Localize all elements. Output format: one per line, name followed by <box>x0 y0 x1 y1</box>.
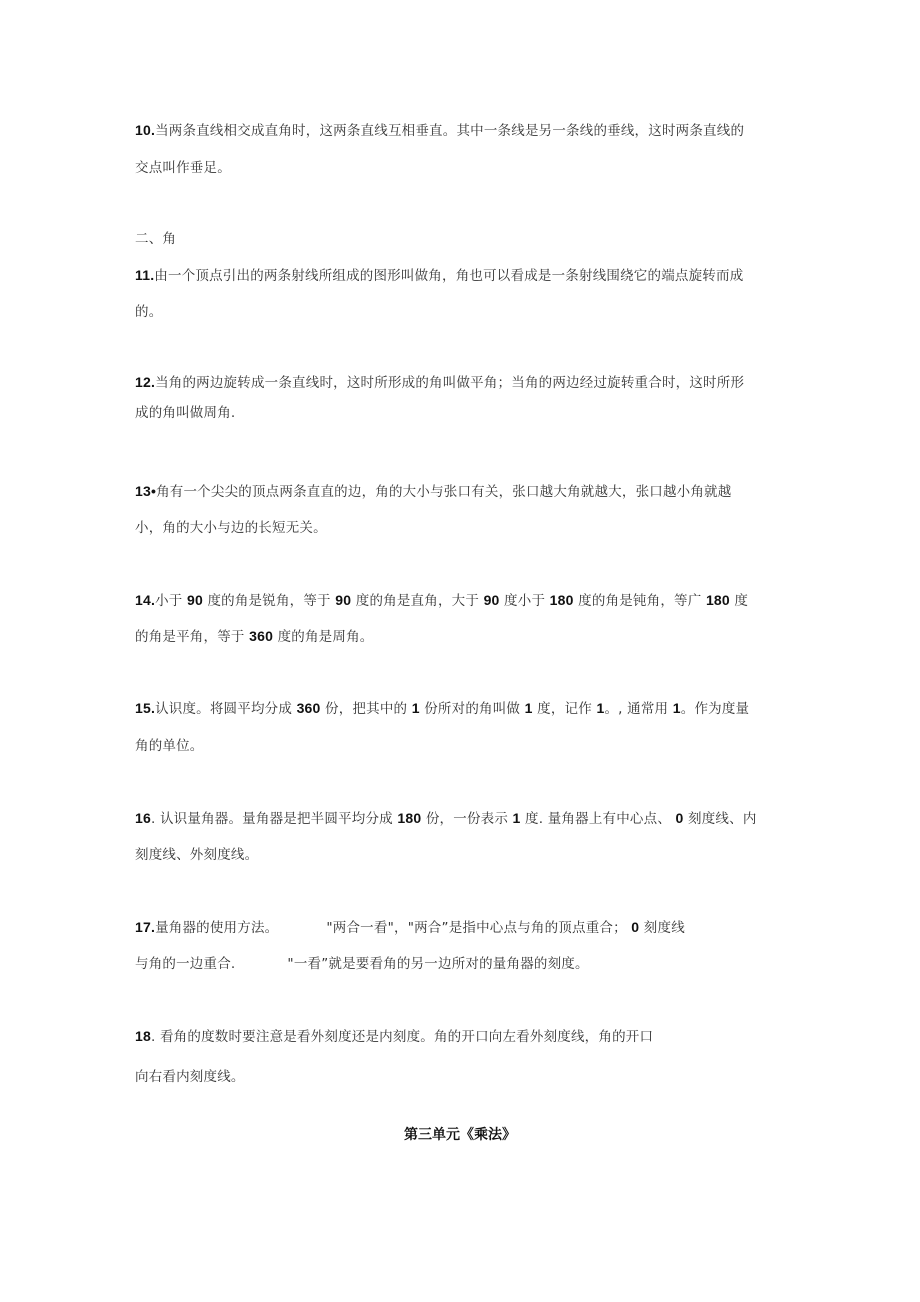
number-value: 90 <box>483 592 500 608</box>
item-text: 度小于 <box>504 593 546 609</box>
item-11-line-1 <box>135 265 743 286</box>
item-text: 当角的两边旋转成一条直线时，这时所形成的角叫做平角；当角的两边经过旋转重合时，这时所形 <box>155 375 745 391</box>
number-value: 1 <box>524 700 533 716</box>
item-14-line-1 <box>135 590 748 611</box>
number-value: 0 <box>675 810 684 826</box>
item-11-line-2 <box>135 302 162 322</box>
number-value: 0 <box>631 919 640 935</box>
item-12-line-2 <box>135 403 235 423</box>
item-text: 量角器的使用方法。 <box>155 920 279 936</box>
item-text: 刻度线 <box>643 920 685 936</box>
item-number: 10. <box>135 122 156 138</box>
item-text: 的。 <box>135 304 163 320</box>
item-text: . 认识量角器。量角器是把半圆平均分成 <box>150 811 393 827</box>
item-text: 度，记作 <box>537 701 592 717</box>
number-value: 90 <box>335 592 352 608</box>
item-18-line-1 <box>135 1026 653 1047</box>
item-16-line-2 <box>135 845 258 865</box>
item-number: 18 <box>135 1028 151 1044</box>
number-value: 90 <box>186 592 203 608</box>
item-10-line-1 <box>135 120 744 141</box>
item-text: 小，角的大小与边的长短无关。 <box>135 520 327 536</box>
item-15-line-2 <box>135 736 204 756</box>
number-value: 1 <box>596 700 605 716</box>
item-text: "两合一看"，"两合”是指中心点与角的顶点重合； <box>326 920 627 936</box>
item-text: "一看”就是要看角的另一边所对的量角器的刻度。 <box>287 956 589 972</box>
item-text: 刻度线、外刻度线。 <box>135 847 259 863</box>
item-text: 度 <box>734 593 749 609</box>
item-text: 的角是平角，等于 <box>135 629 245 645</box>
item-text: 度的角是锐角，等于 <box>207 593 331 609</box>
item-text: 认识度。将圆平均分成 <box>155 701 293 717</box>
item-text: 当两条直线相交成直角时，这两条直线互相垂直。其中一条线是另一条线的垂线，这时两条直线的 <box>155 123 745 139</box>
item-17-line-2 <box>135 954 589 974</box>
item-12-line-1 <box>135 372 744 393</box>
number-value: 360 <box>249 628 274 644</box>
item-number: 15. <box>135 700 156 716</box>
item-text: 。作为度量 <box>680 701 750 717</box>
item-16-line-1 <box>135 808 757 829</box>
item-number: 11. <box>135 267 155 283</box>
item-text: 成的角叫做周角. <box>135 405 236 421</box>
item-10-line-2 <box>135 158 231 178</box>
unit-title: 第三单元《乘法》 <box>404 1127 516 1143</box>
item-13-line-2 <box>135 518 327 538</box>
item-text: 小于 <box>155 593 183 609</box>
item-text: 份，把其中的 <box>325 701 408 717</box>
item-text: 由一个顶点引出的两条射线所组成的图形叫做角，角也可以看成是一条射线围绕它的端点旋转而成 <box>154 268 744 284</box>
item-text: 度的角是周角。 <box>277 629 374 645</box>
item-13-line-1 <box>135 481 731 502</box>
number-value: 180 <box>397 810 422 826</box>
section-heading-text: 二、角 <box>135 231 177 247</box>
number-value: 1 <box>512 810 521 826</box>
item-number: 14. <box>135 592 156 608</box>
item-text: 度. 量角器上有中心点、 <box>525 811 672 827</box>
item-text: 角有一个尖尖的顶点两条直直的边，角的大小与张口有关，张口越大角就越大，张口越小角就越 <box>156 484 732 500</box>
item-text: 份，一份表示 <box>425 811 509 827</box>
item-text: 交点叫作垂足。 <box>135 160 231 176</box>
item-text: 与角的一边重合. <box>135 956 236 972</box>
item-number: 13• <box>135 483 157 499</box>
number-value: 180 <box>549 592 574 608</box>
item-number: 12. <box>135 374 156 390</box>
item-14-line-2 <box>135 626 373 647</box>
item-text: 刻度线、内 <box>688 811 757 827</box>
number-value: 180 <box>705 592 730 608</box>
item-number: 16 <box>135 810 151 826</box>
item-text: 。, 通常用 <box>604 701 669 717</box>
item-18-line-2 <box>135 1067 245 1087</box>
number-value: 1 <box>411 700 420 716</box>
item-text: 度的角是钝角，等广 <box>578 593 702 609</box>
section-heading-angles <box>135 229 176 249</box>
item-15-line-1 <box>135 698 749 719</box>
item-17-line-1 <box>135 917 685 938</box>
item-text: . 看角的度数时要注意是看外刻度还是内刻度。角的开口向左看外刻度线，角的开口 <box>150 1029 654 1045</box>
item-text: 角的单位。 <box>135 738 204 754</box>
number-value: 1 <box>672 700 681 716</box>
item-text: 度的角是直角，大于 <box>355 593 480 609</box>
item-number: 17. <box>135 919 156 935</box>
number-value: 360 <box>296 700 321 716</box>
item-text: 向右看内刻度线。 <box>135 1069 245 1085</box>
item-text: 份所对的角叫做 <box>424 701 521 717</box>
